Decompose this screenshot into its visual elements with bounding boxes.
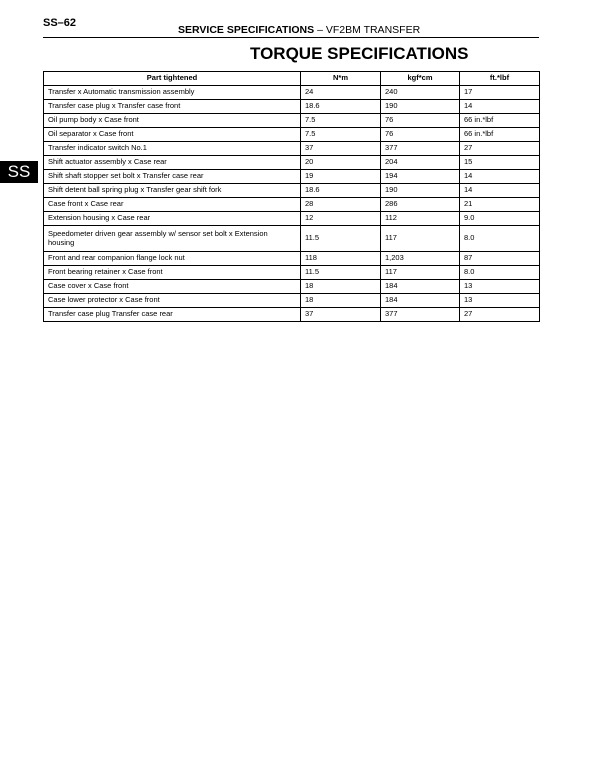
ftlbf-cell: 8.0 bbox=[460, 266, 540, 280]
ftlbf-cell: 14 bbox=[460, 184, 540, 198]
nm-cell: 11.5 bbox=[301, 266, 381, 280]
ftlbf-cell: 9.0 bbox=[460, 212, 540, 226]
nm-cell: 19 bbox=[301, 170, 381, 184]
header-separator: – bbox=[317, 24, 323, 36]
torque-spec-table bbox=[43, 71, 540, 322]
nm-cell: 18.6 bbox=[301, 100, 381, 114]
ftlbf-cell: 66 in.*lbf bbox=[460, 128, 540, 142]
table-row bbox=[44, 170, 540, 184]
kgfcm-cell: 377 bbox=[381, 308, 460, 322]
kgfcm-cell: 204 bbox=[381, 156, 460, 170]
ftlbf-cell: 21 bbox=[460, 198, 540, 212]
part-cell: Case front x Case rear bbox=[44, 198, 301, 212]
nm-cell: 7.5 bbox=[301, 128, 381, 142]
kgfcm-cell: 76 bbox=[381, 128, 460, 142]
column-header-kgfcm: kgf*cm bbox=[381, 72, 460, 86]
nm-cell: 12 bbox=[301, 212, 381, 226]
part-cell: Case cover x Case front bbox=[44, 280, 301, 294]
column-header-ftlbf: ft.*lbf bbox=[460, 72, 540, 86]
nm-cell: 24 bbox=[301, 86, 381, 100]
ftlbf-cell: 8.0 bbox=[460, 226, 540, 252]
kgfcm-cell: 76 bbox=[381, 114, 460, 128]
table-row bbox=[44, 294, 540, 308]
nm-cell: 11.5 bbox=[301, 226, 381, 252]
part-cell: Shift detent ball spring plug x Transfer gear shift fork bbox=[44, 184, 301, 198]
page-number: SS–62 bbox=[43, 17, 77, 29]
table-row bbox=[44, 86, 540, 100]
kgfcm-cell: 117 bbox=[381, 266, 460, 280]
part-cell: Transfer case plug x Transfer case front bbox=[44, 100, 301, 114]
part-cell: Shift actuator assembly x Case rear bbox=[44, 156, 301, 170]
table-row bbox=[44, 212, 540, 226]
part-cell: Front bearing retainer x Case front bbox=[44, 266, 301, 280]
nm-cell: 18 bbox=[301, 294, 381, 308]
ftlbf-cell: 27 bbox=[460, 308, 540, 322]
header-subject: VF2BM TRANSFER bbox=[325, 24, 421, 36]
table-row bbox=[44, 128, 540, 142]
ftlbf-cell: 27 bbox=[460, 142, 540, 156]
section-tab: SS bbox=[0, 161, 38, 183]
nm-cell: 18.6 bbox=[301, 184, 381, 198]
kgfcm-cell: 190 bbox=[381, 100, 460, 114]
table-row bbox=[44, 100, 540, 114]
part-cell: Transfer indicator switch No.1 bbox=[44, 142, 301, 156]
nm-cell: 37 bbox=[301, 142, 381, 156]
column-header-nm: N*m bbox=[301, 72, 381, 86]
part-cell: Extension housing x Case rear bbox=[44, 212, 301, 226]
ftlbf-cell: 14 bbox=[460, 170, 540, 184]
ftlbf-cell: 66 in.*lbf bbox=[460, 114, 540, 128]
part-cell: Oil pump body x Case front bbox=[44, 114, 301, 128]
table-row bbox=[44, 280, 540, 294]
part-cell: Shift shaft stopper set bolt x Transfer case rear bbox=[44, 170, 301, 184]
nm-cell: 7.5 bbox=[301, 114, 381, 128]
ftlbf-cell: 13 bbox=[460, 294, 540, 308]
table-row bbox=[44, 266, 540, 280]
kgfcm-cell: 286 bbox=[381, 198, 460, 212]
ftlbf-cell: 17 bbox=[460, 86, 540, 100]
table-row bbox=[44, 252, 540, 266]
nm-cell: 118 bbox=[301, 252, 381, 266]
nm-cell: 18 bbox=[301, 280, 381, 294]
ftlbf-cell: 13 bbox=[460, 280, 540, 294]
table-header-row bbox=[44, 72, 540, 86]
part-cell: Case lower protector x Case front bbox=[44, 294, 301, 308]
running-header bbox=[178, 24, 420, 36]
header-section: SERVICE SPECIFICATIONS bbox=[178, 24, 315, 36]
table-row bbox=[44, 156, 540, 170]
part-cell: Front and rear companion flange lock nut bbox=[44, 252, 301, 266]
nm-cell: 28 bbox=[301, 198, 381, 212]
table-row bbox=[44, 308, 540, 322]
kgfcm-cell: 112 bbox=[381, 212, 460, 226]
kgfcm-cell: 184 bbox=[381, 294, 460, 308]
ftlbf-cell: 15 bbox=[460, 156, 540, 170]
kgfcm-cell: 194 bbox=[381, 170, 460, 184]
kgfcm-cell: 240 bbox=[381, 86, 460, 100]
kgfcm-cell: 190 bbox=[381, 184, 460, 198]
nm-cell: 37 bbox=[301, 308, 381, 322]
table-row bbox=[44, 226, 540, 252]
part-cell: Transfer case plug Transfer case rear bbox=[44, 308, 301, 322]
table-row bbox=[44, 184, 540, 198]
part-cell: Speedometer driven gear assembly w/ sensor set bolt x Extension housing bbox=[44, 226, 301, 252]
part-cell: Transfer x Automatic transmission assembly bbox=[44, 86, 301, 100]
table-row bbox=[44, 114, 540, 128]
nm-cell: 20 bbox=[301, 156, 381, 170]
ftlbf-cell: 14 bbox=[460, 100, 540, 114]
ftlbf-cell: 87 bbox=[460, 252, 540, 266]
part-cell: Oil separator x Case front bbox=[44, 128, 301, 142]
kgfcm-cell: 1,203 bbox=[381, 252, 460, 266]
page-title: TORQUE SPECIFICATIONS bbox=[250, 44, 469, 63]
kgfcm-cell: 377 bbox=[381, 142, 460, 156]
kgfcm-cell: 117 bbox=[381, 226, 460, 252]
column-header-part: Part tightened bbox=[44, 72, 301, 86]
table-row bbox=[44, 198, 540, 212]
header-rule bbox=[43, 37, 539, 38]
table-row bbox=[44, 142, 540, 156]
kgfcm-cell: 184 bbox=[381, 280, 460, 294]
